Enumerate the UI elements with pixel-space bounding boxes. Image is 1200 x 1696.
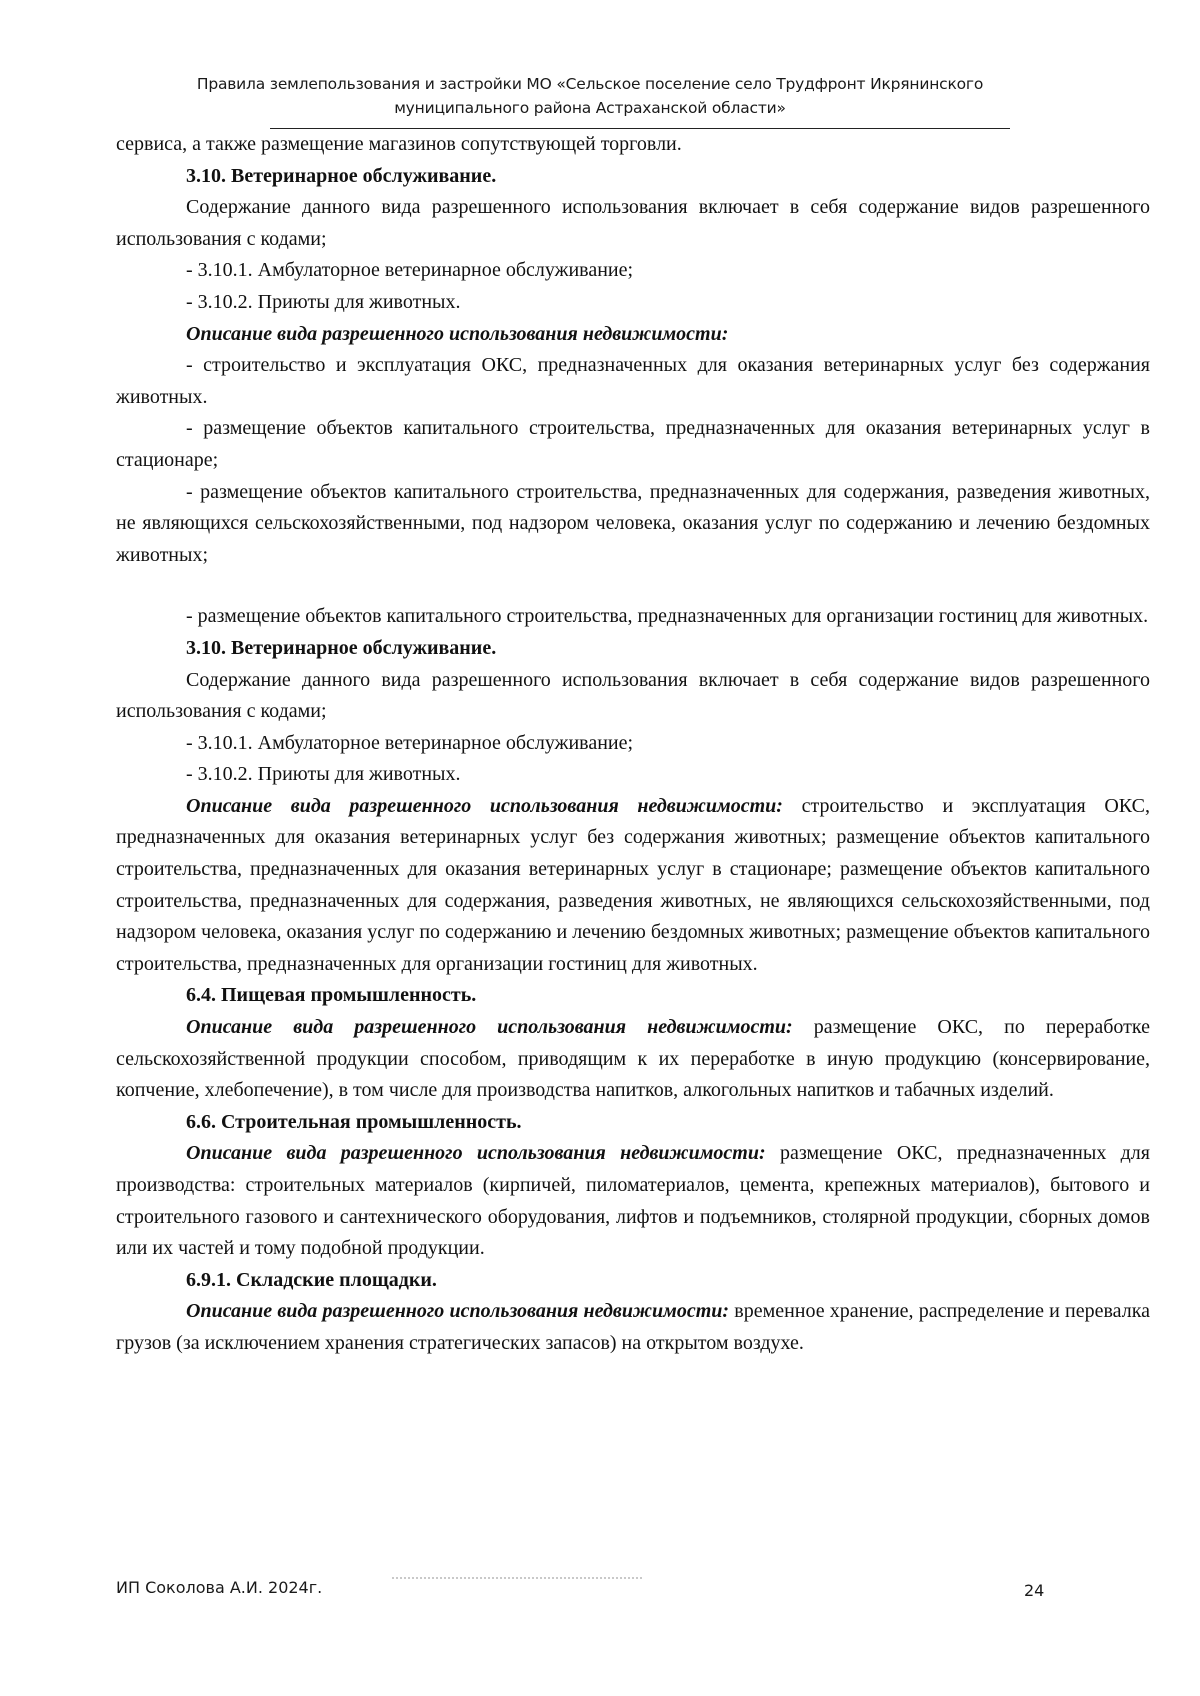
paragraph-contents: Содержание данного вида разрешенного использования включает в себя содержание видов разрешенного использования с кодами; <box>116 196 1150 250</box>
paragraph-continuation: сервиса, а также размещение магазинов сопутствующей торговли. <box>116 133 682 155</box>
footer-author: ИП Соколова А.И. 2024г. <box>116 1578 323 1597</box>
section-heading-6-6: 6.6. Строительная промышленность. <box>186 1110 522 1133</box>
section-heading-3-10-repeat: 3.10. Ветеринарное обслуживание. <box>186 636 497 659</box>
document-body <box>116 129 1150 1360</box>
description-label: Описание вида разрешенного использования недвижимости: <box>186 794 783 817</box>
list-item-3-10-2: - 3.10.2. Приюты для животных. <box>186 290 461 313</box>
description-paragraph-storage <box>116 1296 1150 1359</box>
description-label: Описание вида разрешенного использования недвижимости: <box>186 322 729 345</box>
section-heading-6-9-1: 6.9.1. Складские площадки. <box>186 1268 437 1291</box>
bullet-paragraph-3: - размещение объектов капитального строительства, предназначенных для содержания, разведения животных, не являющихся сельскохозяйственными, под надзором человека, оказания услуг по содержанию и лечению бездомных животных; <box>116 480 1150 566</box>
list-item-3-10-1-repeat: - 3.10.1. Амбулаторное ветеринарное обслуживание; <box>186 731 634 754</box>
list-item-3-10-1: - 3.10.1. Амбулаторное ветеринарное обслуживание; <box>186 259 634 282</box>
header-line-2: муниципального района Астраханской области» <box>394 99 786 117</box>
running-header <box>150 72 1030 120</box>
bullet-paragraph-2: - размещение объектов капитального строительства, предназначенных для оказания ветеринарных услуг в стационаре; <box>116 417 1150 471</box>
paragraph-contents-repeat: Содержание данного вида разрешенного использования включает в себя содержание видов разрешенного использования с кодами; <box>116 668 1150 723</box>
description-paragraph-food <box>116 1012 1150 1107</box>
footer-dotted-line <box>392 1577 642 1579</box>
header-line-1: Правила землепользования и застройки МО «Сельское поселение село Трудфронт Икрянинского <box>196 75 984 93</box>
description-text: временное хранение, распределение и перевалка грузов (за исключением хранения стратегических запасов) на открытом воздухе. <box>116 1300 1150 1354</box>
section-heading-3-10: 3.10. Ветеринарное обслуживание. <box>186 164 497 187</box>
description-paragraph-construction <box>116 1138 1150 1264</box>
bullet-paragraph-4: - размещение объектов капитального строительства, предназначенных для организации гостиниц для животных. <box>186 605 1149 628</box>
page-number: 24 <box>1024 1581 1045 1600</box>
description-text: строительство и эксплуатация ОКС, предназначенных для оказания ветеринарных услуг без содержания животных; размещение объектов капитального строительства, предназначенных для оказания ветеринарных услуг в стационаре; размещение объектов капитального строительства, предназначенных для содержания, разведения животных, не являющихся сельскохозяйственными, под надзором человека, оказания услуг по содержанию и лечению бездомных животных; размещение объектов капитального строительства, предназначенных для организации гостиниц для животных. <box>116 794 1150 975</box>
section-heading-6-4: 6.4. Пищевая промышленность. <box>186 984 477 1007</box>
description-label: Описание вида разрешенного использования недвижимости: <box>186 1142 766 1165</box>
description-text: размещение ОКС, предназначенных для производства: строительных материалов (кирпичей, пиломатериалов, цемента, крепежных материалов), бытового и строительного газового и сантехнического оборудования, лифтов и подъемников, столярной продукции, сборных домов или их частей и тому подобной продукции. <box>116 1142 1150 1260</box>
description-text: размещение ОКС, по переработке сельскохозяйственной продукции способом, приводящим к их переработке в иную продукцию (консервирование, копчение, хлебопечение), в том числе для производства напитков, алкогольных напитков и табачных изделий. <box>116 1016 1150 1102</box>
list-item-3-10-2-repeat: - 3.10.2. Приюты для животных. <box>186 763 461 786</box>
description-paragraph-vet <box>116 791 1150 981</box>
description-label: Описание вида разрешенного использования недвижимости: <box>186 1016 793 1039</box>
blank-line <box>116 571 1150 601</box>
description-label: Описание вида разрешенного использования недвижимости: <box>186 1300 730 1323</box>
bullet-paragraph-1: - строительство и эксплуатация ОКС, предназначенных для оказания ветеринарных услуг без содержания животных. <box>116 354 1150 408</box>
